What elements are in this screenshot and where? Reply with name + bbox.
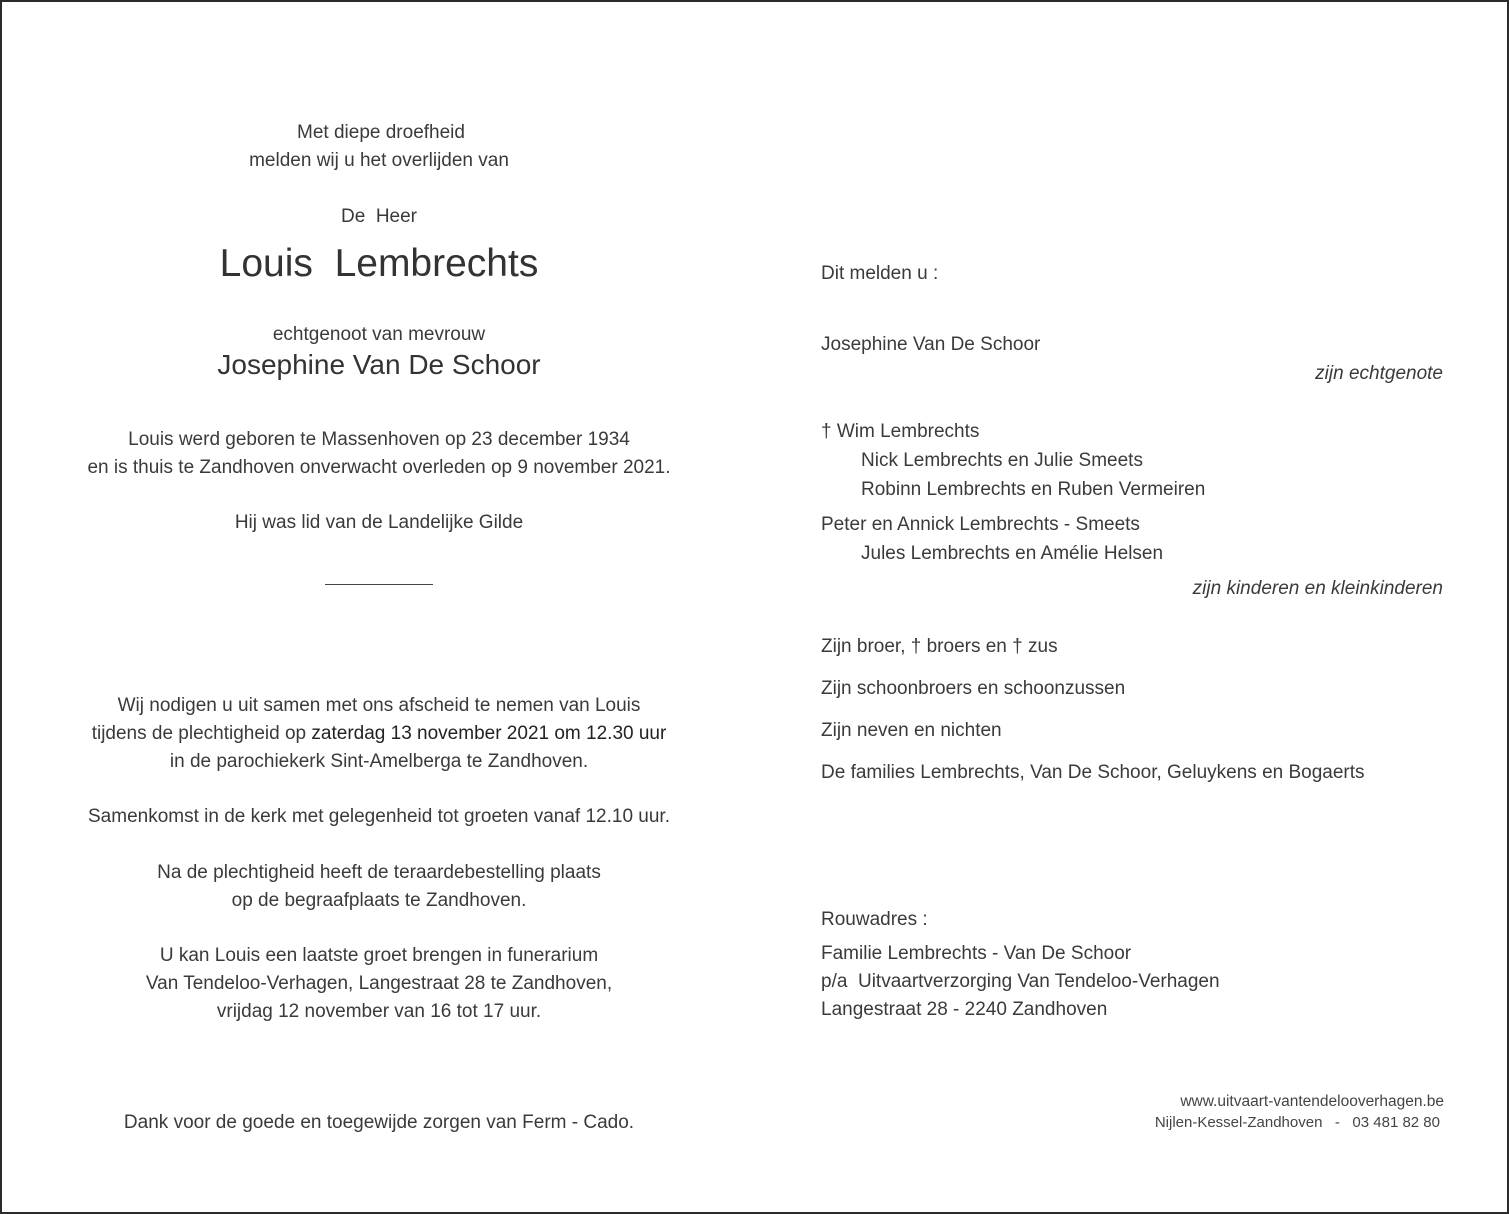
- relatives-4: De families Lembrechts, Van De Schoor, Geluykens en Bogaerts: [821, 762, 1365, 783]
- invitation-line-1: Wij nodigen u uit samen met ons afscheid te nemen van Louis: [117, 695, 641, 716]
- thanks-line: Dank voor de goede en toegewijde zorgen van Ferm - Cado.: [123, 1112, 635, 1133]
- grandchild-2: Robinn Lembrechts en Ruben Vermeiren: [861, 479, 1206, 500]
- death-line: en is thuis te Zandhoven onverwacht overleden op 9 november 2021.: [87, 457, 671, 478]
- address-line-3: Langestraat 28 - 2240 Zandhoven: [821, 999, 1108, 1020]
- spouse-name: Josephine Van De Schoor: [217, 349, 541, 380]
- divider: [325, 584, 433, 585]
- birth-line: Louis werd geboren te Massenhoven op 23 december 1934: [128, 429, 630, 450]
- child-2: Peter en Annick Lembrechts - Smeets: [821, 514, 1140, 535]
- invitation-line-3: in de parochiekerk Sint-Amelberga te Zandhoven.: [169, 751, 589, 772]
- gathering-line: Samenkomst in de kerk met gelegenheid tot groeten vanaf 12.10 uur.: [88, 806, 670, 827]
- grandchild-3: Jules Lembrechts en Amélie Helsen: [861, 543, 1164, 564]
- intro-line-2: melden wij u het overlijden van: [249, 150, 509, 171]
- visitation-line-3: vrijdag 12 november van 16 tot 17 uur.: [216, 1001, 542, 1022]
- children-role: zijn kinderen en kleinkinderen: [1192, 578, 1443, 599]
- address-label: Rouwadres :: [821, 909, 928, 930]
- visitation-line-2: Van Tendeloo-Verhagen, Langestraat 28 te Zandhoven,: [145, 973, 613, 994]
- relatives-3: Zijn neven en nichten: [821, 720, 1002, 741]
- invitation-line-2: [92, 724, 667, 743]
- visitation-line-1: U kan Louis een laatste groet brengen in funerarium: [159, 945, 599, 966]
- membership-line: Hij was lid van de Landelijke Gilde: [234, 512, 524, 533]
- right-spouse-name: Josephine Van De Schoor: [821, 334, 1041, 355]
- intro-line-1: Met diepe droefheid: [297, 122, 465, 143]
- spouse-role: zijn echtgenote: [1315, 363, 1443, 384]
- address-line-2: p/a Uitvaartverzorging Van Tendeloo-Verhagen: [821, 971, 1220, 992]
- website-link[interactable]: www.uitvaart-vantendelooverhagen.be: [1180, 1093, 1444, 1110]
- address-line-1: Familie Lembrechts - Van De Schoor: [821, 943, 1132, 964]
- ceremony-date: zaterdag 13 november 2021 om 12.30 uur: [311, 723, 667, 744]
- burial-line-2: op de begraafplaats te Zandhoven.: [231, 890, 527, 911]
- deceased-title: De Heer: [340, 206, 418, 227]
- relatives-1: Zijn broer, † broers en † zus: [821, 636, 1058, 657]
- child-1: † Wim Lembrechts: [821, 421, 980, 442]
- deceased-name: Louis Lembrechts: [219, 242, 539, 285]
- contact-line: Nijlen-Kessel-Zandhoven - 03 481 82 80: [1154, 1114, 1440, 1131]
- invitation-prefix: tijdens de plechtigheid op: [91, 723, 312, 744]
- announce-line: Dit melden u :: [821, 263, 939, 284]
- relatives-2: Zijn schoonbroers en schoonzussen: [821, 678, 1126, 699]
- grandchild-1: Nick Lembrechts en Julie Smeets: [861, 450, 1143, 471]
- burial-line-1: Na de plechtigheid heeft de teraardebestelling plaats: [157, 862, 601, 883]
- relation-line: echtgenoot van mevrouw: [272, 324, 486, 345]
